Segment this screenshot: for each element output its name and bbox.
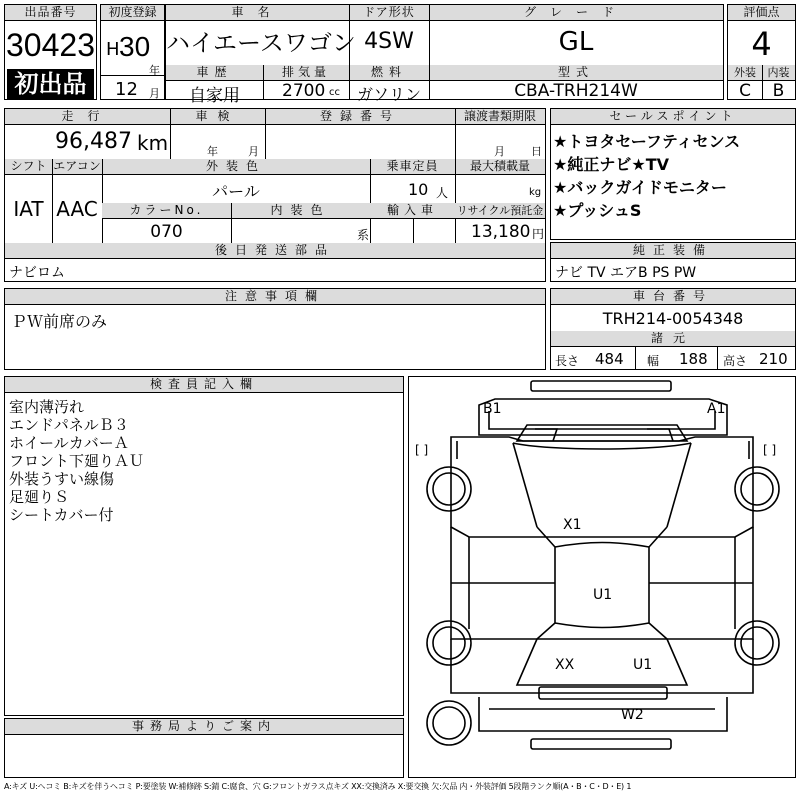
score-box <box>727 4 796 100</box>
width: 188 <box>679 350 708 368</box>
height: 210 <box>759 350 788 368</box>
fuel-label: 燃料 <box>349 65 429 81</box>
lot-label: 出品番号 <box>5 5 96 21</box>
max-load-unit: kg <box>529 187 542 198</box>
mark-x1: X1 <box>563 517 582 533</box>
car-info-box <box>165 4 724 106</box>
sales-point-item: ★プッシュS <box>553 201 642 220</box>
height-label: 高さ <box>723 354 748 368</box>
capacity: 10 <box>408 180 429 199</box>
max-load-label: 最大積載量 <box>455 159 545 175</box>
bracket-right: [ ] <box>763 443 777 457</box>
door-label: ドア形状 <box>349 5 429 21</box>
recycle: 13,180 <box>471 222 531 242</box>
ac: AAC <box>56 197 98 221</box>
transfer-label: 譲渡書類期限 <box>455 109 545 125</box>
mileage: 96,487 <box>55 129 132 154</box>
delivery-label: 後日発送部品 <box>5 243 545 259</box>
import-label: 輸入車 <box>370 203 455 219</box>
inspector-line: 足廻りＳ <box>9 488 70 506</box>
interior-label: 内装 <box>762 65 795 81</box>
length-label: 長さ <box>555 354 580 368</box>
int-color-suffix: 系 <box>357 228 370 242</box>
score: 4 <box>751 25 772 63</box>
capacity-label: 乗車定員 <box>370 159 455 175</box>
sales-point-item: ★純正ナビ★TV <box>553 155 669 174</box>
mark-a1: A1 <box>707 401 726 417</box>
mark-u1-rear: U1 <box>633 657 653 673</box>
mark-b1: B1 <box>483 401 502 417</box>
first-reg-box <box>100 4 165 100</box>
model-label: 型式 <box>429 65 723 81</box>
mark-u1-center: U1 <box>593 587 613 603</box>
insp-year-unit: 年 <box>207 145 218 158</box>
mark-xx: XX <box>555 657 575 673</box>
car-diagram <box>408 376 796 778</box>
bracket-left: [ ] <box>415 443 429 457</box>
inspector-line: 室内薄汚れ <box>9 398 85 416</box>
delivery: ナビロム <box>9 265 65 281</box>
chassis-label: 車台番号 <box>551 289 795 305</box>
sales-points-label: セールスポイント <box>551 109 795 125</box>
legend: A:キズ U:ヘコミ B:キズを伴うヘコミ P:要塗装 W:補修跡 S:錆 C:腐食、穴 G:フロントガラス点キズ XX:交換済み X:要交換 欠:欠品 内・外装評価 5段階ランク順(A・B・C・D・E) 1 <box>4 782 632 791</box>
history: 自家用 <box>189 86 240 106</box>
inspector-line: 外装うすい線傷 <box>9 470 115 488</box>
grade-label: グレード <box>429 5 723 21</box>
notes-text: ＰＷ前席のみ <box>11 312 108 331</box>
car-name-label: 車名 <box>166 5 349 21</box>
displacement: 2700 <box>282 81 326 101</box>
ext-color-label: 外装色 <box>102 159 370 175</box>
notes-box <box>4 288 546 370</box>
chassis-box <box>550 288 796 370</box>
width-label: 幅 <box>647 354 660 368</box>
inspector-line: エンドパネルＢ３ <box>9 416 129 434</box>
displacement-unit: cc <box>329 87 340 98</box>
mileage-unit: km <box>137 131 169 155</box>
car-outline-diagram <box>409 377 795 777</box>
door-type: 4SW <box>364 29 414 54</box>
transfer-day-unit: 日 <box>531 145 542 158</box>
grade: GL <box>558 27 594 57</box>
model-code: CBA-TRH214W <box>514 81 638 101</box>
ext-color: パール <box>212 182 260 201</box>
reg-month: 12 <box>115 79 138 100</box>
exterior-grade: C <box>739 81 751 101</box>
lot-box <box>4 4 97 100</box>
inspector-line: フロント下廻りＡＵ <box>9 452 145 470</box>
inspector-line: ホイールカバーＡ <box>9 434 129 452</box>
color-no-label: カラーNo. <box>102 203 231 219</box>
era-letter: H <box>106 39 120 60</box>
first-listing-badge: 初出品 <box>7 69 94 99</box>
equipment-box <box>550 242 796 282</box>
fuel: ガソリン <box>356 85 421 104</box>
dims-label: 諸元 <box>551 331 795 347</box>
first-reg-label: 初度登録 <box>101 5 164 21</box>
lot-number: 30423 <box>6 27 95 63</box>
sales-point-item: ★トヨタセーフティセンス <box>553 132 741 151</box>
displacement-label: 排気量 <box>263 65 349 81</box>
sales-point-item: ★バックガイドモニター <box>553 178 727 197</box>
equipment-value: ナビ TV エアB PS PW <box>555 265 697 281</box>
car-name: ハイエースワゴン <box>166 29 356 57</box>
specs-box <box>4 108 546 282</box>
inspector-box <box>4 376 404 716</box>
mileage-label: 走行 <box>5 109 170 125</box>
sales-points-box <box>550 108 796 240</box>
equipment-label: 純正装備 <box>551 243 795 259</box>
insp-month-unit: 月 <box>248 145 259 158</box>
office-label: 事務局よりご案内 <box>5 719 403 735</box>
int-color-label: 内装色 <box>231 203 370 219</box>
inspector-label: 検査員記入欄 <box>5 377 403 393</box>
length: 484 <box>595 350 624 368</box>
exterior-label: 外装 <box>728 65 762 81</box>
recycle-label: リサイクル預託金 <box>456 204 544 217</box>
shift-label: シフト <box>5 159 52 175</box>
notes-label: 注意事項欄 <box>5 289 545 305</box>
shift: IAT <box>13 197 44 221</box>
inspection-label: 車検 <box>170 109 265 125</box>
color-no: 070 <box>150 222 183 242</box>
regno-label: 登録番号 <box>265 109 455 125</box>
interior-grade: B <box>772 81 785 101</box>
history-label: 車歴 <box>166 65 263 81</box>
score-label: 評価点 <box>728 5 795 21</box>
chassis-number: TRH214-0054348 <box>602 309 744 328</box>
inspector-line: シートカバー付 <box>9 506 114 524</box>
office-box <box>4 718 404 778</box>
month-unit: 月 <box>149 87 160 100</box>
year-unit: 年 <box>149 64 160 77</box>
transfer-month-unit: 月 <box>494 145 505 158</box>
mark-w2: W2 <box>621 707 644 723</box>
reg-year: 30 <box>119 31 151 62</box>
ac-label: エアコン <box>53 159 101 173</box>
recycle-unit: 円 <box>532 227 545 241</box>
capacity-unit: 人 <box>436 186 449 200</box>
